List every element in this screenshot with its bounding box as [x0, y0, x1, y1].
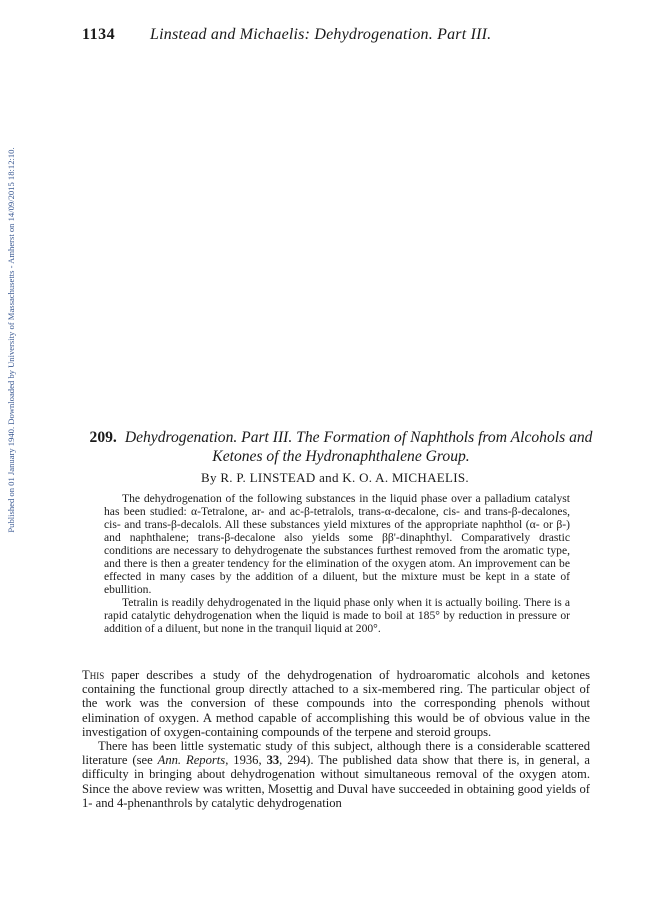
download-watermark-text: Published on 01 January 1940. Downloaded by University of Massachusetts - Amherst on 14/09/2015 18:12:10.: [6, 147, 16, 533]
article-number: 209.: [89, 429, 117, 446]
article-title: Dehydrogenation. Part III. The Formation of Naphthols from Alcohols and Ketones of the Hydronaphthalene Group.: [124, 429, 593, 465]
page-number: 1134: [82, 26, 116, 43]
body-paragraph-text: , 294). The published data show that there is, in general, a difficulty in bringing about dehydrogenation without simultaneous removal of the oxygen atom. Since the above review was written, Mosettig and Duval have succeeded in obtaining good yields of 1- and 4-phenanthrols by catalytic dehydrogenation: [82, 753, 590, 810]
body-paragraph-text: paper describes a study of the dehydrogenation of hydroaromatic alcohols and ketones containing the functional group directly attached to a six-membered ring. The particular object of the work was the conversion of these compounds into the corresponding phenols without elimination of oxygen. A method capable of accomplishing this would be of obvious value in the investigation of oxygen-containing compounds of the terpene and steroid groups.: [82, 668, 590, 739]
body-paragraph-text: There has been little systematic study of this subject, although there is a considerable scattered literature (see: [82, 739, 590, 768]
journal-citation: Ann. Reports: [157, 753, 226, 768]
abstract-paragraph: The dehydrogenation of the following substances in the liquid phase over a palladium catalyst has been studied: α-Tetralone, ar- and ac-β-tetralols, trans-α-decalone, cis- and trans-β-decalones, cis- and trans-β-decalols. All these substances yield mixtures of the appropriate naphthol (α- or β-) and naphthalene; trans-β-decalone also yields some ββ'-dinaphthyl. Comparatively drastic conditions are necessary to dehydrogenate the substances furthest removed from the aromatic type, and there is then a greater tendency for the elimination of the oxygen atom. An improvement can be effected in many cases by the addition of a diluent, but the mixture must be kept in a state of ebullition.: [104, 492, 570, 596]
byline: By R. P. LINSTEAD and K. O. A. MICHAELIS.: [201, 470, 469, 485]
abstract-paragraph: Tetralin is readily dehydrogenated in the liquid phase only when it is actually boiling. There is a rapid catalytic dehydrogenation when the liquid is made to boil at 185° by reduction in pressure or addition of a diluent, but none in the tranquil liquid at 200°.: [104, 596, 570, 635]
article-title-block: [86, 428, 596, 466]
running-head: [82, 26, 602, 48]
volume-number: 33: [266, 753, 280, 768]
download-watermark: [4, 98, 18, 582]
body-paragraph-text: , 1936,: [225, 753, 267, 768]
body-paragraph: [82, 739, 590, 810]
abstract: [104, 492, 570, 635]
opening-words: This: [82, 668, 105, 682]
running-title: Linstead and Michaelis: Dehydrogenation. Part III.: [150, 26, 492, 43]
body-text: [82, 668, 590, 810]
body-paragraph: [82, 668, 590, 739]
